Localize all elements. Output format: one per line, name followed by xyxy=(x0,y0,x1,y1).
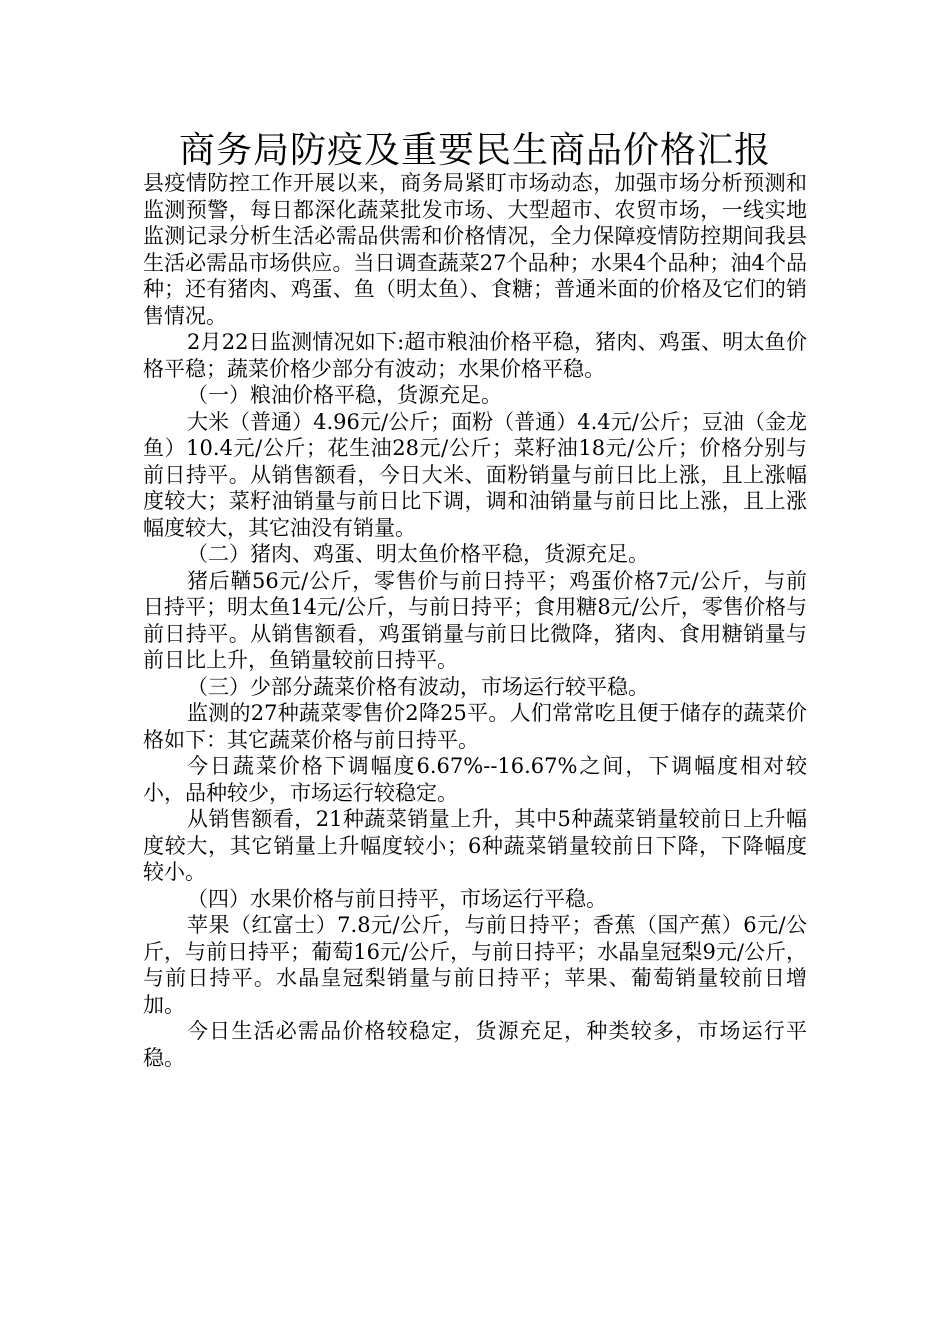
paragraph-vegetables-sales: 从销售额看，21种蔬菜销量上升，其中5种蔬菜销量较前日上升幅度较大，其它销量上升幅度较小；6种蔬菜销量较前日下降，下降幅度较小。 xyxy=(143,807,807,884)
paragraph-fruit: 苹果（红富士）7.8元/公斤，与前日持平；香蕉（国产蕉）6元/公斤，与前日持平；葡萄16元/公斤，与前日持平；水晶皇冠梨9元/公斤，与前日持平。水晶皇冠梨销量与前日持平；苹果、葡萄销量较前日增加。 xyxy=(143,913,807,1017)
section-heading-pork-egg-fish: （二）猪肉、鸡蛋、明太鱼价格平稳，货源充足。 xyxy=(187,542,649,566)
paragraph-vegetables-prices: 监测的27种蔬菜零售价2降25平。人们常常吃且便于储存的蔬菜价格如下：其它蔬菜价格与前日持平。 xyxy=(143,701,807,752)
section-heading-grain-oil: （一）粮油价格平稳，货源充足。 xyxy=(187,383,502,407)
paragraph-vegetables-decline: 今日蔬菜价格下调幅度6.67%--16.67%之间，下调幅度相对较小，品种较少，市场运行较稳定。 xyxy=(143,754,807,805)
paragraph-pork-egg-fish: 猪后鞧56元/公斤，零售价与前日持平；鸡蛋价格7元/公斤，与前日持平；明太鱼14元/公斤，与前日持平；食用糖8元/公斤，零售价格与前日持平。从销售额看，鸡蛋销量与前日比微降，猪肉、食用糖销量与前日比上升，鱼销量较前日持平。 xyxy=(143,568,807,672)
paragraph-monitoring-summary: 2月22日监测情况如下:超市粮油价格平稳，猪肉、鸡蛋、明太鱼价格平稳；蔬菜价格少部分有波动；水果价格平稳。 xyxy=(143,330,807,381)
paragraph-intro: 县疫情防控工作开展以来，商务局紧盯市场动态，加强市场分析预测和监测预警，每日都深化蔬菜批发市场、大型超市、农贸市场，一线实地监测记录分析生活必需品供需和价格情况，全力保障疫情防控期间我县生活必需品市场供应。当日调查蔬菜27个品种；水果4个品种；油4个品种；还有猪肉、鸡蛋、鱼（明太鱼）、食糖；普通米面的价格及它们的销售情况。 xyxy=(143,171,807,328)
document-body xyxy=(143,170,807,1071)
section-heading-vegetables: （三）少部分蔬菜价格有波动，市场运行较平稳。 xyxy=(187,674,649,699)
section-heading-fruit: （四）水果价格与前日持平，市场运行平稳。 xyxy=(187,886,607,911)
paragraph-grain-oil: 大米（普通）4.96元/公斤；面粉（普通）4.4元/公斤；豆油（金龙鱼）10.4元/公斤；花生油28元/公斤；菜籽油18元/公斤；价格分别与前日持平。从销售额看，今日大米、面粉销量与前日比上涨，且上涨幅度较大；菜籽油销量与前日比下调，调和油销量与前日比上涨，且上涨幅度较大，其它油没有销量。 xyxy=(143,409,807,540)
paragraph-conclusion: 今日生活必需品价格较稳定，货源充足，种类较多，市场运行平稳。 xyxy=(143,1019,807,1070)
document-title: 商务局防疫及重要民生商品价格汇报 xyxy=(178,130,771,171)
